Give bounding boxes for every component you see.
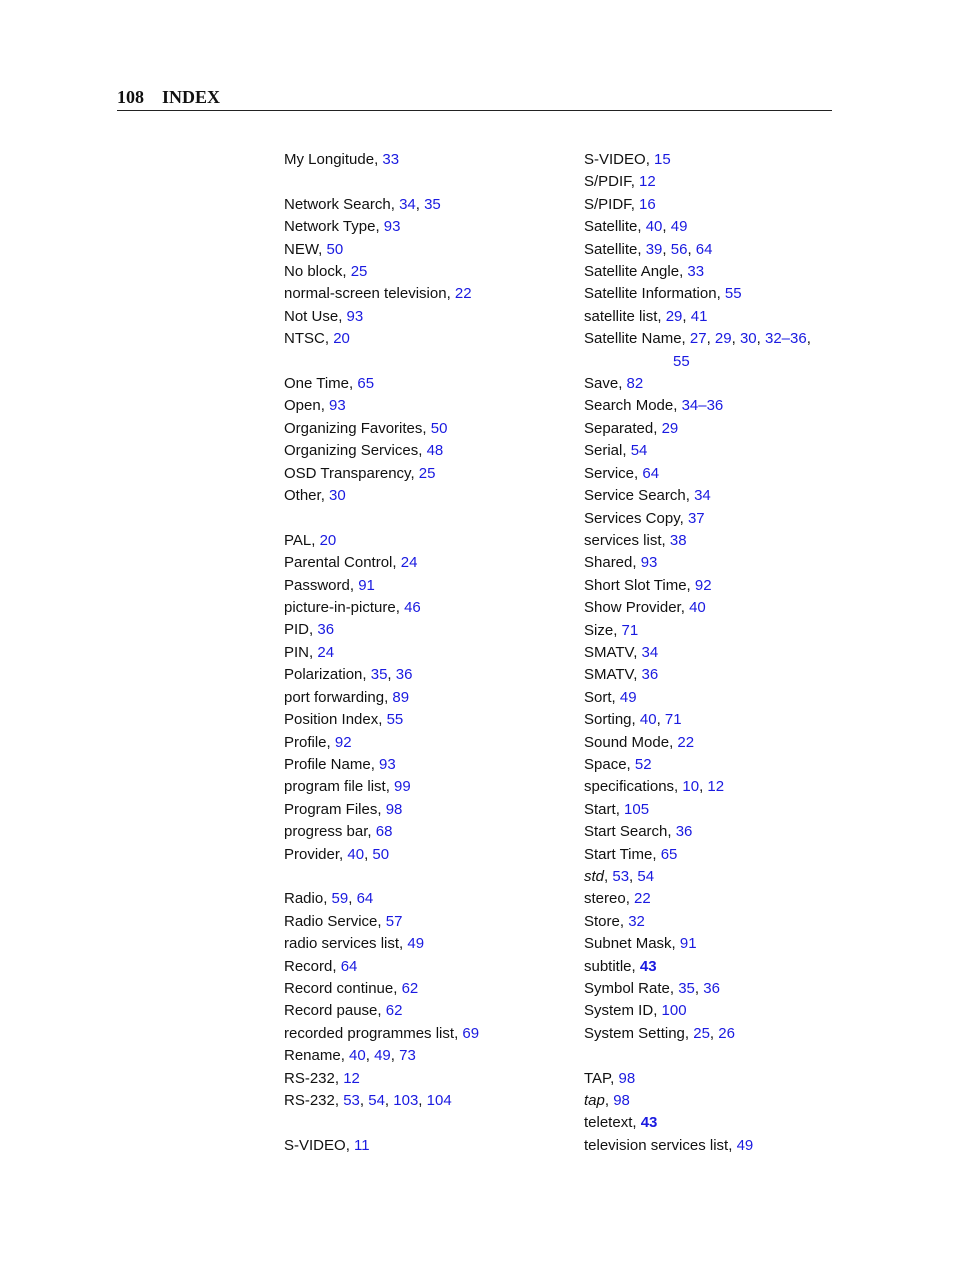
page-reference-link[interactable]: 30 [739, 330, 757, 348]
page-reference-link[interactable]: 24 [400, 554, 418, 572]
index-term: Organizing Favorites [284, 419, 423, 437]
page-reference-link[interactable]: 65 [660, 845, 678, 863]
index-term: television services list [584, 1136, 729, 1154]
index-term: Save [584, 375, 619, 393]
page-reference-link[interactable]: 50 [430, 419, 448, 437]
page-reference-link[interactable]: 12 [343, 1069, 360, 1087]
page-reference-link[interactable]: 35 [678, 980, 695, 998]
index-term: Shared [584, 554, 633, 572]
index-term: No block [284, 263, 343, 281]
page-reference-link[interactable]: 38 [669, 531, 687, 549]
page-reference-link[interactable]: 16 [639, 195, 656, 213]
index-group-gap [284, 351, 574, 373]
page-reference-link[interactable]: 50 [372, 845, 390, 863]
index-entry: specifications, 10, 12 [584, 778, 725, 796]
index-entry: Start, 105 [584, 800, 650, 818]
index-term: Satellite [584, 240, 638, 258]
page-reference-link[interactable]: 12 [639, 173, 656, 191]
index-entry: Shared, 93 [584, 554, 658, 572]
index-term: normal-screen television [284, 285, 447, 303]
index-entry: Profile, 92 [284, 733, 352, 751]
page-reference-link[interactable]: 103 [393, 1092, 419, 1109]
page-reference-link[interactable]: 25 [693, 1024, 710, 1042]
index-term: program file list [284, 778, 386, 796]
index-entry: System ID, 100 [584, 1002, 687, 1020]
index-term: Radio [284, 890, 324, 908]
index-entry: Sort, 49 [584, 688, 637, 706]
page-reference-link[interactable]: 71 [621, 621, 639, 639]
page-reference-link[interactable]: 22 [677, 733, 695, 751]
index-entry: Symbol Rate, 35, 36 [584, 980, 720, 998]
page-reference-link[interactable]: 15 [654, 151, 671, 168]
index-entry: satellite list, 29, 41 [584, 307, 708, 325]
index-term: RS-232 [284, 1069, 335, 1087]
page-reference-link[interactable]: 30 [329, 487, 346, 505]
index-entry: Other, 30 [284, 487, 346, 505]
page-reference-link[interactable]: 36 [675, 823, 693, 841]
index-entry: program file list, 99 [284, 778, 411, 796]
page-reference-link[interactable]: 91 [358, 576, 375, 594]
index-term: System ID [584, 1002, 654, 1020]
page-reference-link[interactable]: 24 [317, 643, 335, 661]
index-term: satellite list [584, 307, 658, 325]
index-entry: Save, 82 [584, 375, 644, 393]
index-term: tap [584, 1092, 605, 1110]
index-term: Provider [284, 845, 340, 863]
page-reference-link[interactable]: 34 [399, 195, 416, 213]
index-term: Position Index [284, 711, 379, 729]
index-entry: Polarization, 35, 36 [284, 666, 413, 684]
index-entry: NTSC, 20 [284, 330, 350, 348]
index-term: Symbol Rate [584, 980, 670, 998]
page-reference-link[interactable]: 93 [346, 307, 364, 325]
index-entry: progress bar, 68 [284, 823, 393, 841]
index-entry: services list, 38 [584, 531, 687, 549]
page-reference-link[interactable]: 22 [634, 890, 651, 908]
index-term: S-VIDEO [284, 1136, 346, 1154]
index-entry: Not Use, 93 [284, 307, 364, 325]
page-reference-link[interactable]: 40 [347, 845, 365, 863]
index-term: Record continue [284, 979, 394, 997]
index-entry: Space, 52 [584, 755, 652, 773]
index-column-left [284, 149, 574, 1157]
index-term: NTSC [284, 330, 325, 348]
page-reference-link[interactable]: 52 [634, 755, 652, 773]
index-term: std [584, 868, 605, 885]
index-term: Record pause [284, 1002, 378, 1020]
index-entry: TAP, 98 [584, 1069, 636, 1087]
index-entry: recorded programmes list, 69 [284, 1024, 480, 1042]
index-entry: RS-232, 12 [284, 1069, 360, 1087]
page-reference-link[interactable]: 40 [689, 599, 706, 617]
index-term: Satellite [584, 218, 638, 236]
index-entry: Start Search, 36 [584, 823, 693, 841]
index-term: radio services list [284, 935, 400, 953]
page-reference-link[interactable]: 34–36 [681, 397, 724, 415]
page-reference-link[interactable]: 53 [612, 868, 630, 885]
index-term: Network Search [284, 195, 391, 213]
index-term: port forwarding [284, 688, 385, 706]
index-entry: normal-screen television, 22 [284, 285, 472, 303]
index-entry: System Setting, 25, 26 [584, 1024, 735, 1042]
index-term: Rename [284, 1047, 341, 1065]
page-reference-link[interactable]: 65 [357, 375, 375, 393]
index-term: subtitle [584, 957, 632, 975]
page-reference-link[interactable]: 10 [682, 778, 700, 796]
index-term: Search Mode [584, 397, 674, 415]
index-entry: television services list, 49 [584, 1136, 754, 1154]
index-entry: Satellite Angle, 33 [584, 263, 705, 281]
index-term: S/PIDF [584, 195, 631, 213]
index-term: Not Use [284, 307, 339, 325]
index-entry: Record continue, 62 [284, 979, 419, 997]
page-reference-link[interactable]: 99 [394, 778, 411, 796]
page-reference-link[interactable]: 54 [637, 868, 655, 885]
page-reference-link[interactable]: 46 [404, 599, 421, 617]
page-reference-link[interactable]: 55 [673, 352, 690, 370]
index-term: SMATV [584, 643, 634, 661]
page-reference-link[interactable]: 32 [628, 912, 645, 930]
index-term: services list [584, 531, 662, 549]
index-group-gap [284, 171, 574, 193]
index-entry: Program Files, 98 [284, 800, 403, 818]
page-reference-link[interactable]: 49 [736, 1136, 754, 1154]
index-group-gap [284, 866, 574, 888]
page-reference-link[interactable]: 91 [679, 935, 697, 953]
index-entry: Separated, 29 [584, 419, 679, 437]
index-entry: Service, 64 [584, 464, 660, 482]
index-entry [584, 351, 844, 373]
page-reference-link[interactable]: 64 [642, 464, 660, 482]
page-reference-link[interactable]: 35 [424, 195, 441, 213]
index-entry: Radio Service, 57 [284, 912, 403, 930]
index-term: Space [584, 755, 627, 773]
page-reference-link[interactable]: 92 [694, 576, 712, 594]
page-reference-link[interactable]: 41 [690, 307, 708, 325]
index-entry: SMATV, 36 [584, 666, 659, 684]
page-reference-link[interactable]: 93 [640, 554, 658, 572]
page-reference-link[interactable]: 73 [399, 1047, 416, 1065]
page-reference-link[interactable]: 68 [375, 823, 393, 841]
page-reference-link[interactable]: 55 [724, 285, 742, 303]
page-reference-link[interactable]: 36 [641, 666, 659, 684]
page-number: 108 [117, 87, 144, 107]
page-reference-link[interactable]: 54 [630, 442, 648, 460]
page-reference-link[interactable]: 12 [707, 778, 725, 796]
index-group-gap [284, 1112, 574, 1134]
page-header [117, 86, 832, 111]
index-term: picture-in-picture [284, 599, 396, 617]
page-reference-link[interactable]: 105 [624, 800, 650, 818]
index-entry: Satellite Name, 27, 29, 30, 32–36, [584, 330, 811, 348]
index-entry: Search Mode, 34–36 [584, 397, 724, 415]
index-term: Network Type [284, 218, 376, 236]
page-reference-link[interactable]: 29 [714, 330, 732, 348]
index-term: Open [284, 397, 321, 415]
index-column-right [584, 149, 844, 1157]
index-entry: Subnet Mask, 91 [584, 935, 697, 953]
page-reference-link[interactable]: 56 [670, 240, 688, 258]
index-group-gap [584, 1045, 844, 1067]
index-term: Program Files [284, 800, 378, 818]
index-entry: Sound Mode, 22 [584, 733, 695, 751]
page-reference-link[interactable]: 20 [333, 330, 350, 348]
page-reference-link[interactable]: 27 [689, 330, 707, 348]
index-term: Sound Mode [584, 733, 670, 751]
index-entry: Open, 93 [284, 397, 346, 415]
index-term: Start Time [584, 845, 653, 863]
page-reference-link[interactable]: 49 [670, 218, 688, 236]
page-reference-link[interactable]: 48 [426, 442, 444, 460]
index-entry: PID, 36 [284, 621, 335, 639]
index-entry: Rename, 40, 49, 73 [284, 1047, 416, 1065]
index-entry: Parental Control, 24 [284, 554, 418, 572]
page-reference-link[interactable]: 40 [645, 218, 663, 236]
index-entry: OSD Transparency, 25 [284, 464, 436, 482]
page-reference-link[interactable]: 64 [695, 240, 713, 258]
index-term: Sorting [584, 711, 632, 729]
index-term: TAP [584, 1069, 611, 1087]
index-entry: Profile Name, 93 [284, 755, 396, 773]
index-entry: Position Index, 55 [284, 711, 404, 729]
index-entry: teletext, 43 [584, 1114, 658, 1132]
index-term: System Setting [584, 1024, 685, 1042]
index-entry: Sorting, 40, 71 [584, 711, 682, 729]
page-reference-link[interactable]: 62 [385, 1002, 403, 1020]
index-term: PAL [284, 531, 312, 549]
index-term: teletext [584, 1114, 633, 1132]
index-entry: tap, 98 [584, 1092, 630, 1110]
page-reference-link[interactable]: 35 [370, 666, 388, 684]
page-reference-link[interactable]: 37 [687, 509, 705, 527]
index-term: recorded programmes list [284, 1024, 455, 1042]
index-term: Service Search [584, 487, 686, 505]
page-reference-link[interactable]: 34 [694, 487, 711, 505]
page-reference-link[interactable]: 64 [340, 957, 358, 975]
index-term: NEW [284, 240, 319, 258]
page-reference-link[interactable]: 33 [687, 263, 705, 281]
index-term: Services Copy [584, 509, 680, 527]
index-entry: SMATV, 34 [584, 643, 659, 661]
index-term: SMATV [584, 666, 634, 684]
page-reference-link[interactable]: 54 [368, 1092, 385, 1109]
index-entry: NEW, 50 [284, 240, 344, 258]
index-entry: Provider, 40, 50 [284, 845, 390, 863]
page-reference-link[interactable]: 49 [374, 1047, 391, 1065]
index-term: stereo [584, 890, 626, 908]
index-entry: Store, 32 [584, 912, 645, 930]
page-reference-link[interactable]: 92 [334, 733, 352, 751]
page-reference-link[interactable]: 33 [382, 151, 400, 168]
index-entry: Start Time, 65 [584, 845, 678, 863]
page-reference-link[interactable]: 64 [356, 890, 374, 908]
index-term: Short Slot Time [584, 576, 687, 594]
index-entry: S/PIDF, 16 [584, 195, 656, 213]
page-reference-link[interactable]: 22 [454, 285, 472, 303]
index-entry: No block, 25 [284, 263, 368, 281]
page-reference-link[interactable]: 20 [319, 531, 337, 549]
index-entry: Record pause, 62 [284, 1002, 403, 1020]
page-reference-link[interactable]: 62 [401, 979, 419, 997]
index-term: Satellite Name [584, 330, 682, 348]
index-term: specifications [584, 778, 675, 796]
index-term: Satellite Angle [584, 263, 680, 281]
page-reference-link[interactable]: 32–36 [764, 330, 807, 348]
index-term: Separated [584, 419, 654, 437]
index-entry: Radio, 59, 64 [284, 890, 374, 908]
page-reference-link[interactable]: 57 [385, 912, 403, 930]
index-entry: S-VIDEO, 11 [284, 1136, 370, 1154]
page-reference-link[interactable]: 40 [639, 711, 657, 729]
index-term: progress bar [284, 823, 368, 841]
index-entry: Satellite Information, 55 [584, 285, 742, 303]
index-term: Radio Service [284, 912, 378, 930]
index-term: Service [584, 464, 635, 482]
index-entry: subtitle, 43 [584, 957, 657, 975]
page-reference-link[interactable]: 93 [329, 397, 346, 415]
index-term: Organizing Services [284, 442, 419, 460]
page-reference-link[interactable]: 11 [354, 1136, 370, 1154]
page-reference-link[interactable]: 36 [703, 980, 720, 998]
index-entry: port forwarding, 89 [284, 688, 410, 706]
index-term: Record [284, 957, 333, 975]
page-reference-link[interactable]: 100 [661, 1002, 687, 1020]
index-entry: PAL, 20 [284, 531, 337, 549]
index-entry: S-VIDEO, 15 [584, 151, 671, 168]
index-entry: Show Provider, 40 [584, 599, 706, 617]
index-entry: Record, 64 [284, 957, 358, 975]
page-reference-link[interactable]: 40 [349, 1047, 366, 1065]
index-group-gap [284, 507, 574, 529]
index-term: Profile [284, 733, 327, 751]
page-reference-link[interactable]: 29 [665, 307, 683, 325]
index-entry: Organizing Services, 48 [284, 442, 444, 460]
page-reference-link[interactable]: 53 [343, 1092, 360, 1109]
page-reference-link[interactable]: 98 [613, 1092, 630, 1110]
index-term: Sort [584, 688, 612, 706]
page-reference-link[interactable]: 34 [641, 643, 659, 661]
index-term: Size [584, 621, 614, 639]
page-reference-link[interactable]: 50 [326, 240, 344, 258]
index-entry: Size, 71 [584, 621, 639, 639]
page-reference-link[interactable]: 43 [639, 957, 657, 975]
index-entry: Network Search, 34, 35 [284, 195, 441, 213]
index-entry: PIN, 24 [284, 643, 335, 661]
page-reference-link[interactable]: 26 [718, 1024, 735, 1042]
index-term: PID [284, 621, 310, 639]
page-reference-link[interactable]: 43 [640, 1114, 658, 1132]
index-entry: Short Slot Time, 92 [584, 576, 712, 594]
index-term: Show Provider [584, 599, 681, 617]
index-entry: picture-in-picture, 46 [284, 599, 421, 617]
index-term: My Longitude [284, 151, 375, 168]
page-reference-link[interactable]: 55 [386, 711, 404, 729]
index-term: One Time [284, 375, 350, 393]
index-entry: My Longitude, 33 [284, 151, 400, 168]
index-term: Password [284, 576, 350, 594]
index-term: S-VIDEO [584, 151, 646, 168]
page-reference-link[interactable]: 25 [418, 464, 436, 482]
page-reference-link[interactable]: 98 [618, 1069, 636, 1087]
page-title: INDEX [162, 87, 221, 107]
page-reference-link[interactable]: 36 [395, 666, 413, 684]
index-entry: One Time, 65 [284, 375, 375, 393]
index-term: Other [284, 487, 321, 505]
index-entry: stereo, 22 [584, 890, 651, 908]
page-reference-link[interactable]: 25 [350, 263, 368, 281]
index-term: Parental Control [284, 554, 393, 572]
index-term: Start [584, 800, 616, 818]
index-entry: radio services list, 49 [284, 935, 425, 953]
index-term: S/PDIF [584, 173, 631, 191]
index-entry: Satellite, 40, 49 [584, 218, 688, 236]
index-term: Serial [584, 442, 623, 460]
page-reference-link[interactable]: 39 [645, 240, 663, 258]
page-reference-link[interactable]: 59 [331, 890, 349, 908]
index-term: OSD Transparency [284, 464, 411, 482]
page-reference-link[interactable]: 29 [661, 419, 679, 437]
index-term: Profile Name [284, 755, 371, 773]
page-reference-link[interactable]: 104 [426, 1092, 452, 1109]
index-entry: Service Search, 34 [584, 487, 711, 505]
page-reference-link[interactable]: 49 [407, 935, 425, 953]
index-entry: std, 53, 54 [584, 868, 655, 885]
index-entry: RS-232, 53, 54, 103, 104 [284, 1092, 452, 1109]
index-entry: Password, 91 [284, 576, 375, 594]
page-reference-link[interactable]: 71 [664, 711, 682, 729]
index-entry: Satellite, 39, 56, 64 [584, 240, 713, 258]
page-reference-link[interactable]: 98 [385, 800, 403, 818]
page-reference-link[interactable]: 49 [619, 688, 637, 706]
index-term: Start Search [584, 823, 668, 841]
page-reference-link[interactable]: 89 [392, 688, 410, 706]
index-term: Polarization [284, 666, 363, 684]
page-reference-link[interactable]: 82 [626, 375, 644, 393]
index-entry: Organizing Favorites, 50 [284, 419, 448, 437]
index-entry: Services Copy, 37 [584, 509, 705, 527]
index-term: PIN [284, 643, 310, 661]
index-entry: S/PDIF, 12 [584, 173, 656, 191]
index-term: Satellite Information [584, 285, 717, 303]
page-reference-link[interactable]: 69 [462, 1024, 480, 1042]
index-term: RS-232 [284, 1092, 335, 1109]
index-entry: Serial, 54 [584, 442, 648, 460]
index-term: Subnet Mask [584, 935, 672, 953]
page-reference-link[interactable]: 93 [383, 218, 401, 236]
index-term: Store [584, 912, 620, 930]
index-entry: Network Type, 93 [284, 218, 401, 236]
page-reference-link[interactable]: 93 [379, 755, 396, 773]
page-reference-link[interactable]: 36 [317, 621, 335, 639]
